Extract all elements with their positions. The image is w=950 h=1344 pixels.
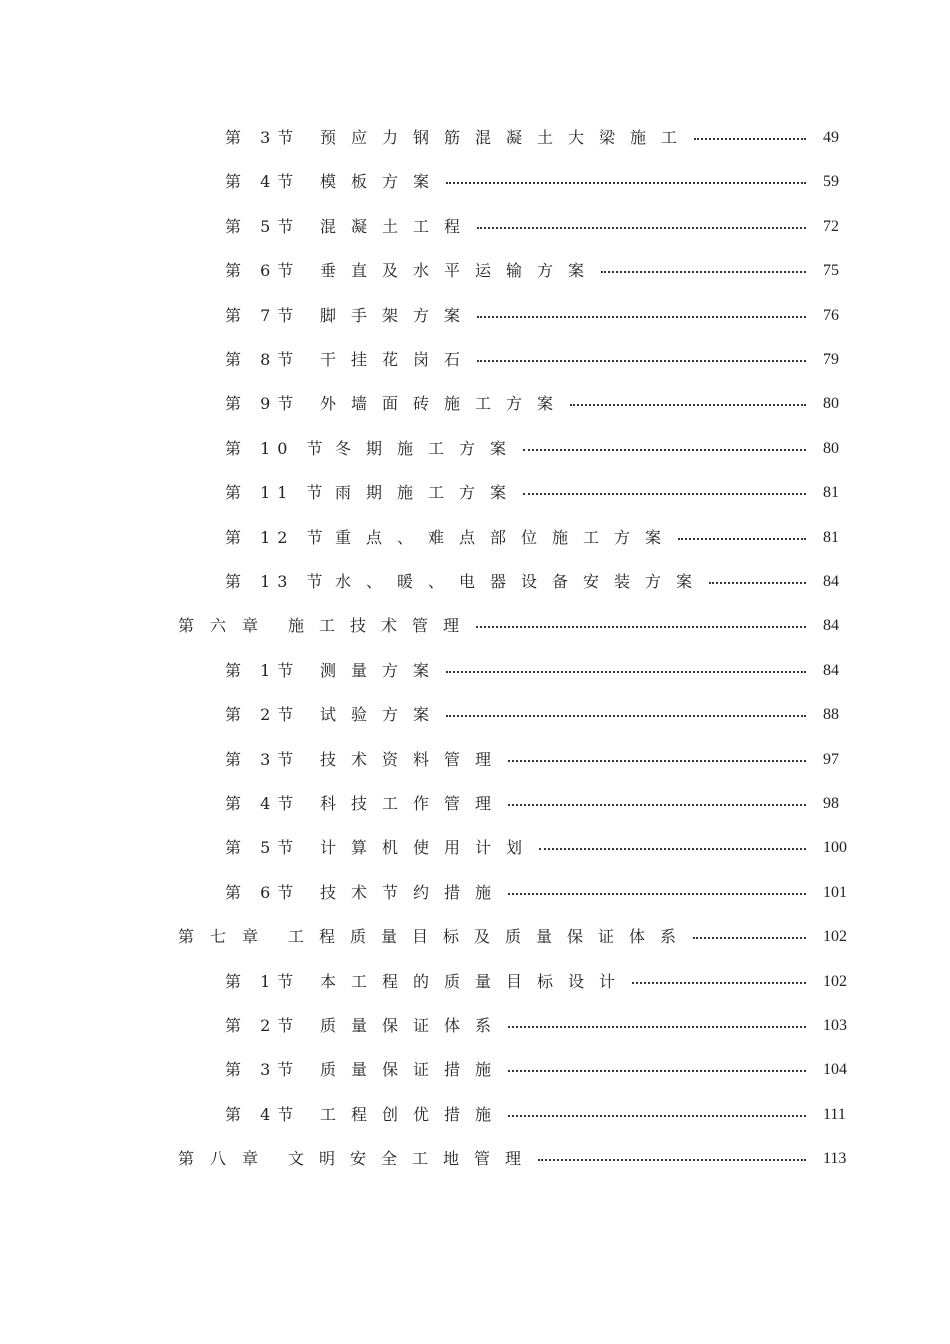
section-number: 第 3节 [225, 1060, 301, 1080]
toc-section-row[interactable] [0, 437, 950, 461]
toc-title: 雨期施工方案 [335, 483, 522, 503]
toc-title: 质量保证措施 [320, 1060, 507, 1080]
toc-title: 垂直及水平运输方案 [320, 261, 600, 281]
page-number: 102 [823, 972, 847, 990]
page-number: 98 [823, 795, 839, 812]
toc-section-row[interactable] [0, 792, 950, 816]
leader-dots [476, 626, 806, 628]
toc-title: 科技工作管理 [320, 794, 507, 813]
toc-title: 工程质量目标及质量保证体系 [288, 927, 692, 947]
section-number: 第 10 节 [225, 438, 330, 458]
toc-section-row[interactable] [0, 748, 950, 772]
toc-section-row[interactable] [0, 570, 950, 594]
toc-section-row[interactable] [0, 170, 950, 194]
section-number: 第 4节 [225, 1104, 301, 1124]
leader-dots [601, 271, 806, 273]
toc-chapter-row[interactable] [0, 1147, 950, 1171]
page-number: 103 [823, 1017, 847, 1034]
page-number: 88 [823, 706, 839, 724]
toc-title: 脚手架方案 [320, 305, 476, 325]
section-number: 第 12 节 [225, 527, 330, 547]
toc-title: 本工程的质量目标设计 [320, 971, 631, 991]
toc-section-row[interactable] [0, 659, 950, 683]
toc-section-row[interactable] [0, 215, 950, 239]
section-number: 第 3节 [225, 128, 301, 147]
page-number: 49 [823, 129, 839, 146]
leader-dots [539, 848, 806, 850]
page-number: 100 [823, 839, 847, 857]
toc-section-row[interactable] [0, 1058, 950, 1082]
page-number: 101 [823, 883, 847, 901]
toc-title: 施工技术管理 [288, 616, 475, 636]
leader-dots [508, 1070, 806, 1072]
leader-dots [508, 893, 806, 895]
leader-dots [508, 804, 806, 806]
page-number: 84 [823, 661, 839, 679]
page-number: 76 [823, 306, 839, 324]
leader-dots [477, 316, 806, 318]
section-number: 第 4节 [225, 794, 301, 813]
toc-chapter-row[interactable] [0, 925, 950, 949]
page-number: 79 [823, 351, 839, 368]
section-number: 第 13 节 [225, 572, 330, 591]
page-number: 104 [823, 1061, 847, 1079]
toc-title: 测量方案 [320, 660, 445, 680]
toc-section-row[interactable] [0, 481, 950, 505]
toc-title: 外墙面砖施工方案 [320, 394, 569, 414]
section-number: 第 8节 [225, 350, 301, 369]
toc-section-row[interactable] [0, 526, 950, 550]
section-number: 第 4节 [225, 172, 301, 192]
toc-title: 试验方案 [320, 705, 445, 725]
leader-dots [570, 404, 806, 406]
toc-title: 混凝土工程 [320, 216, 476, 236]
section-number: 第 9节 [225, 394, 301, 414]
leader-dots [538, 1159, 806, 1161]
page-number: 72 [823, 217, 839, 235]
page-number: 84 [823, 573, 839, 590]
section-number: 第 5节 [225, 838, 301, 858]
leader-dots [508, 760, 806, 762]
toc-section-row[interactable] [0, 1014, 950, 1038]
toc-section-row[interactable] [0, 703, 950, 727]
toc-section-row[interactable] [0, 1103, 950, 1127]
page-number: 111 [823, 1105, 846, 1123]
toc-title: 技术节约措施 [320, 882, 507, 902]
toc-title: 重点、难点部位施工方案 [335, 527, 677, 547]
toc-title: 文明安全工地管理 [288, 1149, 537, 1169]
leader-dots [523, 449, 806, 451]
section-number: 第 7节 [225, 305, 301, 325]
toc-title: 干挂花岗石 [320, 350, 476, 369]
section-number: 第 2节 [225, 705, 301, 725]
section-number: 第 1节 [225, 971, 301, 991]
toc-section-row[interactable] [0, 836, 950, 860]
toc-title: 冬期施工方案 [335, 438, 522, 458]
leader-dots [446, 671, 806, 673]
chapter-number: 第六章 [178, 616, 275, 636]
toc-section-row[interactable] [0, 304, 950, 328]
toc-section-row[interactable] [0, 970, 950, 994]
toc-chapter-row[interactable] [0, 614, 950, 638]
section-number: 第 2节 [225, 1016, 301, 1035]
toc-title: 计算机使用计划 [320, 838, 538, 858]
toc-section-row[interactable] [0, 348, 950, 372]
toc-title: 预应力钢筋混凝土大梁施工 [320, 128, 693, 147]
section-number: 第 1节 [225, 660, 301, 680]
page-number: 81 [823, 528, 839, 546]
leader-dots [477, 360, 806, 362]
page-number: 80 [823, 439, 839, 457]
toc-title: 水、暖、电器设备安装方案 [335, 572, 708, 591]
toc-title: 模板方案 [320, 172, 445, 192]
section-number: 第 5节 [225, 216, 301, 236]
section-number: 第 6节 [225, 261, 301, 281]
leader-dots [694, 138, 806, 140]
toc-title: 工程创优措施 [320, 1104, 507, 1124]
page-number: 97 [823, 750, 839, 768]
toc-section-row[interactable] [0, 392, 950, 416]
leader-dots [709, 582, 806, 584]
page-number: 59 [823, 173, 839, 191]
leader-dots [477, 227, 806, 229]
leader-dots [632, 982, 806, 984]
section-number: 第 11 节 [225, 483, 330, 503]
page-number: 80 [823, 395, 839, 413]
leader-dots [508, 1115, 806, 1117]
page-number: 81 [823, 484, 839, 502]
toc-title: 质量保证体系 [320, 1016, 507, 1035]
toc-section-row[interactable] [0, 881, 950, 905]
section-number: 第 3节 [225, 749, 301, 769]
leader-dots [678, 538, 806, 540]
leader-dots [446, 715, 806, 717]
page-number: 84 [823, 617, 839, 635]
page-number: 102 [823, 928, 847, 946]
leader-dots [508, 1026, 806, 1028]
chapter-number: 第八章 [178, 1149, 275, 1169]
leader-dots [446, 182, 806, 184]
toc-section-row[interactable] [0, 126, 950, 150]
page-number: 113 [823, 1150, 847, 1168]
chapter-number: 第七章 [178, 927, 275, 947]
page-number: 75 [823, 262, 839, 280]
toc-title: 技术资料管理 [320, 749, 507, 769]
leader-dots [523, 493, 806, 495]
section-number: 第 6节 [225, 882, 301, 902]
toc-section-row[interactable] [0, 259, 950, 283]
leader-dots [693, 937, 806, 939]
